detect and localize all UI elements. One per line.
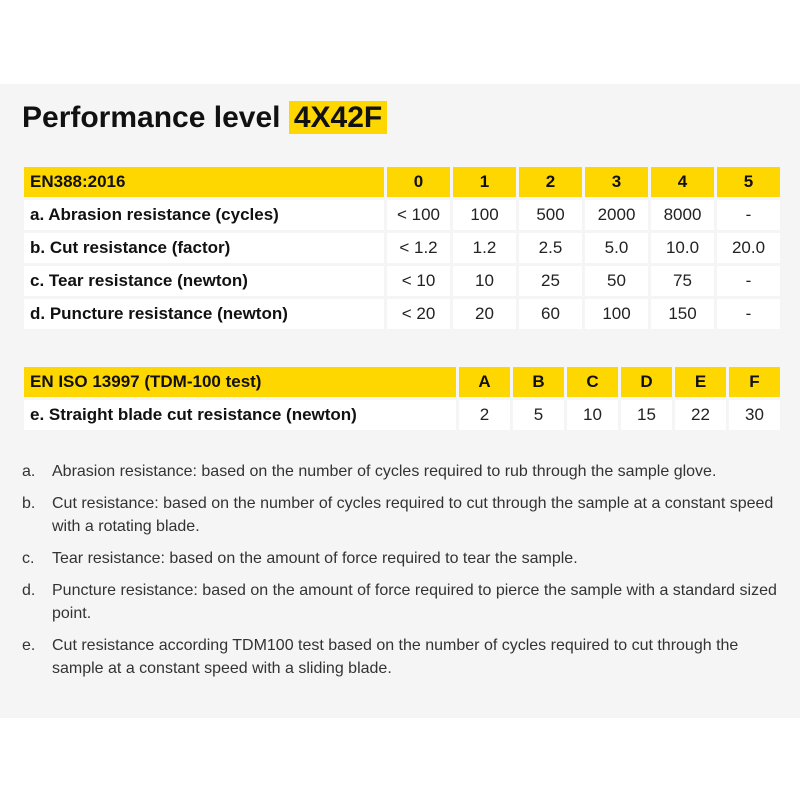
table-cell: 150 xyxy=(651,299,714,329)
row-label: c. Tear resistance (newton) xyxy=(24,266,384,296)
table-cell: < 20 xyxy=(387,299,450,329)
level-header-cell: 3 xyxy=(585,167,648,197)
table-cell: 2000 xyxy=(585,200,648,230)
note-marker: b. xyxy=(22,495,36,512)
note-text: Puncture resistance: based on the amount of force required to pierce the sample with a standard sized point. xyxy=(52,582,777,622)
note-marker: a. xyxy=(22,463,36,480)
level-header-cell: E xyxy=(675,367,726,397)
table-header-row xyxy=(24,167,780,197)
level-header-cell: D xyxy=(621,367,672,397)
table-cell: 75 xyxy=(651,266,714,296)
table-cell: 15 xyxy=(621,400,672,430)
notes-list xyxy=(22,460,782,689)
note-text: Cut resistance according TDM100 test based on the number of cycles required to cut through the sample at a constant speed with a sliding blade. xyxy=(52,637,739,677)
note-text: Tear resistance: based on the amount of force required to tear the sample. xyxy=(52,550,578,567)
note-text: Abrasion resistance: based on the number of cycles required to rub through the sample glove. xyxy=(52,463,717,480)
list-item xyxy=(22,579,782,625)
list-item xyxy=(22,460,782,483)
level-header-cell: 2 xyxy=(519,167,582,197)
level-header-cell: A xyxy=(459,367,510,397)
table-cell: < 10 xyxy=(387,266,450,296)
table-cell: 2.5 xyxy=(519,233,582,263)
table-cell: - xyxy=(717,266,780,296)
table-header-cell: EN388:2016 xyxy=(24,167,384,197)
list-item xyxy=(22,634,782,680)
performance-code: 4X42F xyxy=(289,101,387,134)
list-item xyxy=(22,492,782,538)
table-cell: 60 xyxy=(519,299,582,329)
table-cell: 20 xyxy=(453,299,516,329)
table-row xyxy=(24,200,780,230)
table-cell: 25 xyxy=(519,266,582,296)
table-cell: 100 xyxy=(453,200,516,230)
iso-13997-table xyxy=(21,364,783,433)
table-row xyxy=(24,400,780,430)
table-cell: 50 xyxy=(585,266,648,296)
level-header-cell: 4 xyxy=(651,167,714,197)
table-cell: 20.0 xyxy=(717,233,780,263)
table-cell: 10.0 xyxy=(651,233,714,263)
table-cell: 30 xyxy=(729,400,780,430)
en388-table xyxy=(21,164,783,332)
table-cell: 1.2 xyxy=(453,233,516,263)
table-cell: < 100 xyxy=(387,200,450,230)
note-text: Cut resistance: based on the number of cycles required to cut through the sample at a constant speed with a rotating blade. xyxy=(52,495,774,535)
level-header-cell: F xyxy=(729,367,780,397)
row-label: d. Puncture resistance (newton) xyxy=(24,299,384,329)
row-label: b. Cut resistance (factor) xyxy=(24,233,384,263)
note-marker: e. xyxy=(22,637,36,654)
table-row xyxy=(24,233,780,263)
table-header-row xyxy=(24,367,780,397)
table-cell: < 1.2 xyxy=(387,233,450,263)
table-row xyxy=(24,299,780,329)
table-cell: - xyxy=(717,200,780,230)
level-header-cell: 0 xyxy=(387,167,450,197)
table-cell: 10 xyxy=(453,266,516,296)
level-header-cell: 5 xyxy=(717,167,780,197)
table-cell: 8000 xyxy=(651,200,714,230)
row-label: e. Straight blade cut resistance (newton) xyxy=(24,400,456,430)
list-item xyxy=(22,547,782,570)
table-cell: 100 xyxy=(585,299,648,329)
table-row xyxy=(24,266,780,296)
level-header-cell: B xyxy=(513,367,564,397)
table-cell: 5 xyxy=(513,400,564,430)
page-title xyxy=(22,98,387,138)
level-header-cell: C xyxy=(567,367,618,397)
level-header-cell: 1 xyxy=(453,167,516,197)
table-cell: 500 xyxy=(519,200,582,230)
table-cell: 10 xyxy=(567,400,618,430)
table-cell: 5.0 xyxy=(585,233,648,263)
note-marker: c. xyxy=(22,550,35,567)
title-prefix: Performance level xyxy=(22,101,281,134)
row-label: a. Abrasion resistance (cycles) xyxy=(24,200,384,230)
note-marker: d. xyxy=(22,582,36,599)
table-header-cell: EN ISO 13997 (TDM-100 test) xyxy=(24,367,456,397)
table-cell: - xyxy=(717,299,780,329)
table-cell: 2 xyxy=(459,400,510,430)
table-cell: 22 xyxy=(675,400,726,430)
